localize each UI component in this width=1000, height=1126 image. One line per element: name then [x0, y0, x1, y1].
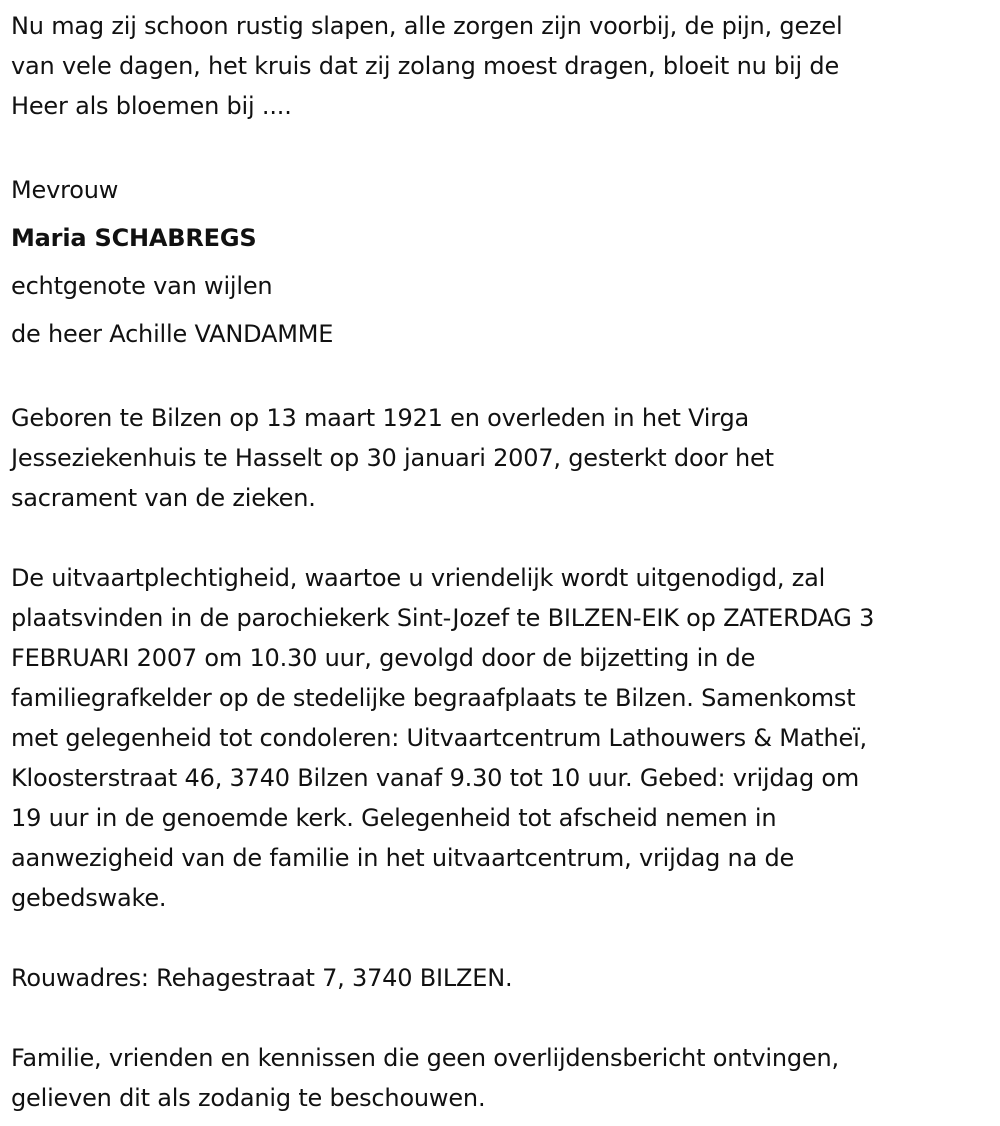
paragraph-line: Geboren te Bilzen op 13 maart 1921 en overleden in het Virga — [11, 404, 750, 432]
paragraph-line: FEBRUARI 2007 om 10.30 uur, gevolgd door de bijzetting in de — [11, 644, 756, 672]
paragraph-line: met gelegenheid tot condoleren: Uitvaartcentrum Lathouwers & Matheï, — [11, 724, 867, 752]
spacer — [11, 518, 990, 558]
paragraph-line: gebedswake. — [11, 884, 167, 912]
deceased-relation: echtgenote van wijlen — [11, 272, 273, 300]
paragraph-line: Kloosterstraat 46, 3740 Bilzen vanaf 9.30 tot 10 uur. Gebed: vrijdag om — [11, 764, 860, 792]
paragraph-line: Familie, vrienden en kennissen die geen overlijdensbericht ontvingen, — [11, 1044, 839, 1072]
poem-paragraph — [11, 6, 990, 126]
poem-line: van vele dagen, het kruis dat zij zolang moest dragen, bloeit nu bij de — [11, 52, 840, 80]
deceased-title: Mevrouw — [11, 176, 119, 204]
poem-line: Nu mag zij schoon rustig slapen, alle zorgen zijn voorbij, de pijn, gezel — [11, 12, 843, 40]
paragraph-line: sacrament van de zieken. — [11, 484, 316, 512]
poem-line: Heer als bloemen bij .... — [11, 92, 292, 120]
paragraph-line: Jesseziekenhuis te Hasselt op 30 januari 2007, gesterkt door het — [11, 444, 774, 472]
paragraph-line: 19 uur in de genoemde kerk. Gelegenheid tot afscheid nemen in — [11, 804, 777, 832]
closing-paragraph — [11, 1038, 990, 1118]
birth-death-paragraph — [11, 398, 990, 518]
spacer — [11, 998, 990, 1038]
mourning-address: Rouwadres: Rehagestraat 7, 3740 BILZEN. — [11, 964, 513, 992]
paragraph-line: familiegrafkelder op de stedelijke begraafplaats te Bilzen. Samenkomst — [11, 684, 856, 712]
paragraph-line: De uitvaartplechtigheid, waartoe u vriendelijk wordt uitgenodigd, zal — [11, 564, 826, 592]
deceased-name: Maria SCHABREGS — [11, 224, 257, 252]
spacer — [11, 358, 990, 398]
ceremony-paragraph — [11, 558, 990, 918]
paragraph-line: aanwezigheid van de familie in het uitvaartcentrum, vrijdag na de — [11, 844, 795, 872]
spouse-name: de heer Achille VANDAMME — [11, 320, 334, 348]
paragraph-line: plaatsvinden in de parochiekerk Sint-Jozef te BILZEN-EIK op ZATERDAG 3 — [11, 604, 875, 632]
paragraph-line: gelieven dit als zodanig te beschouwen. — [11, 1084, 486, 1112]
spacer — [11, 918, 990, 958]
spacer — [11, 126, 990, 166]
